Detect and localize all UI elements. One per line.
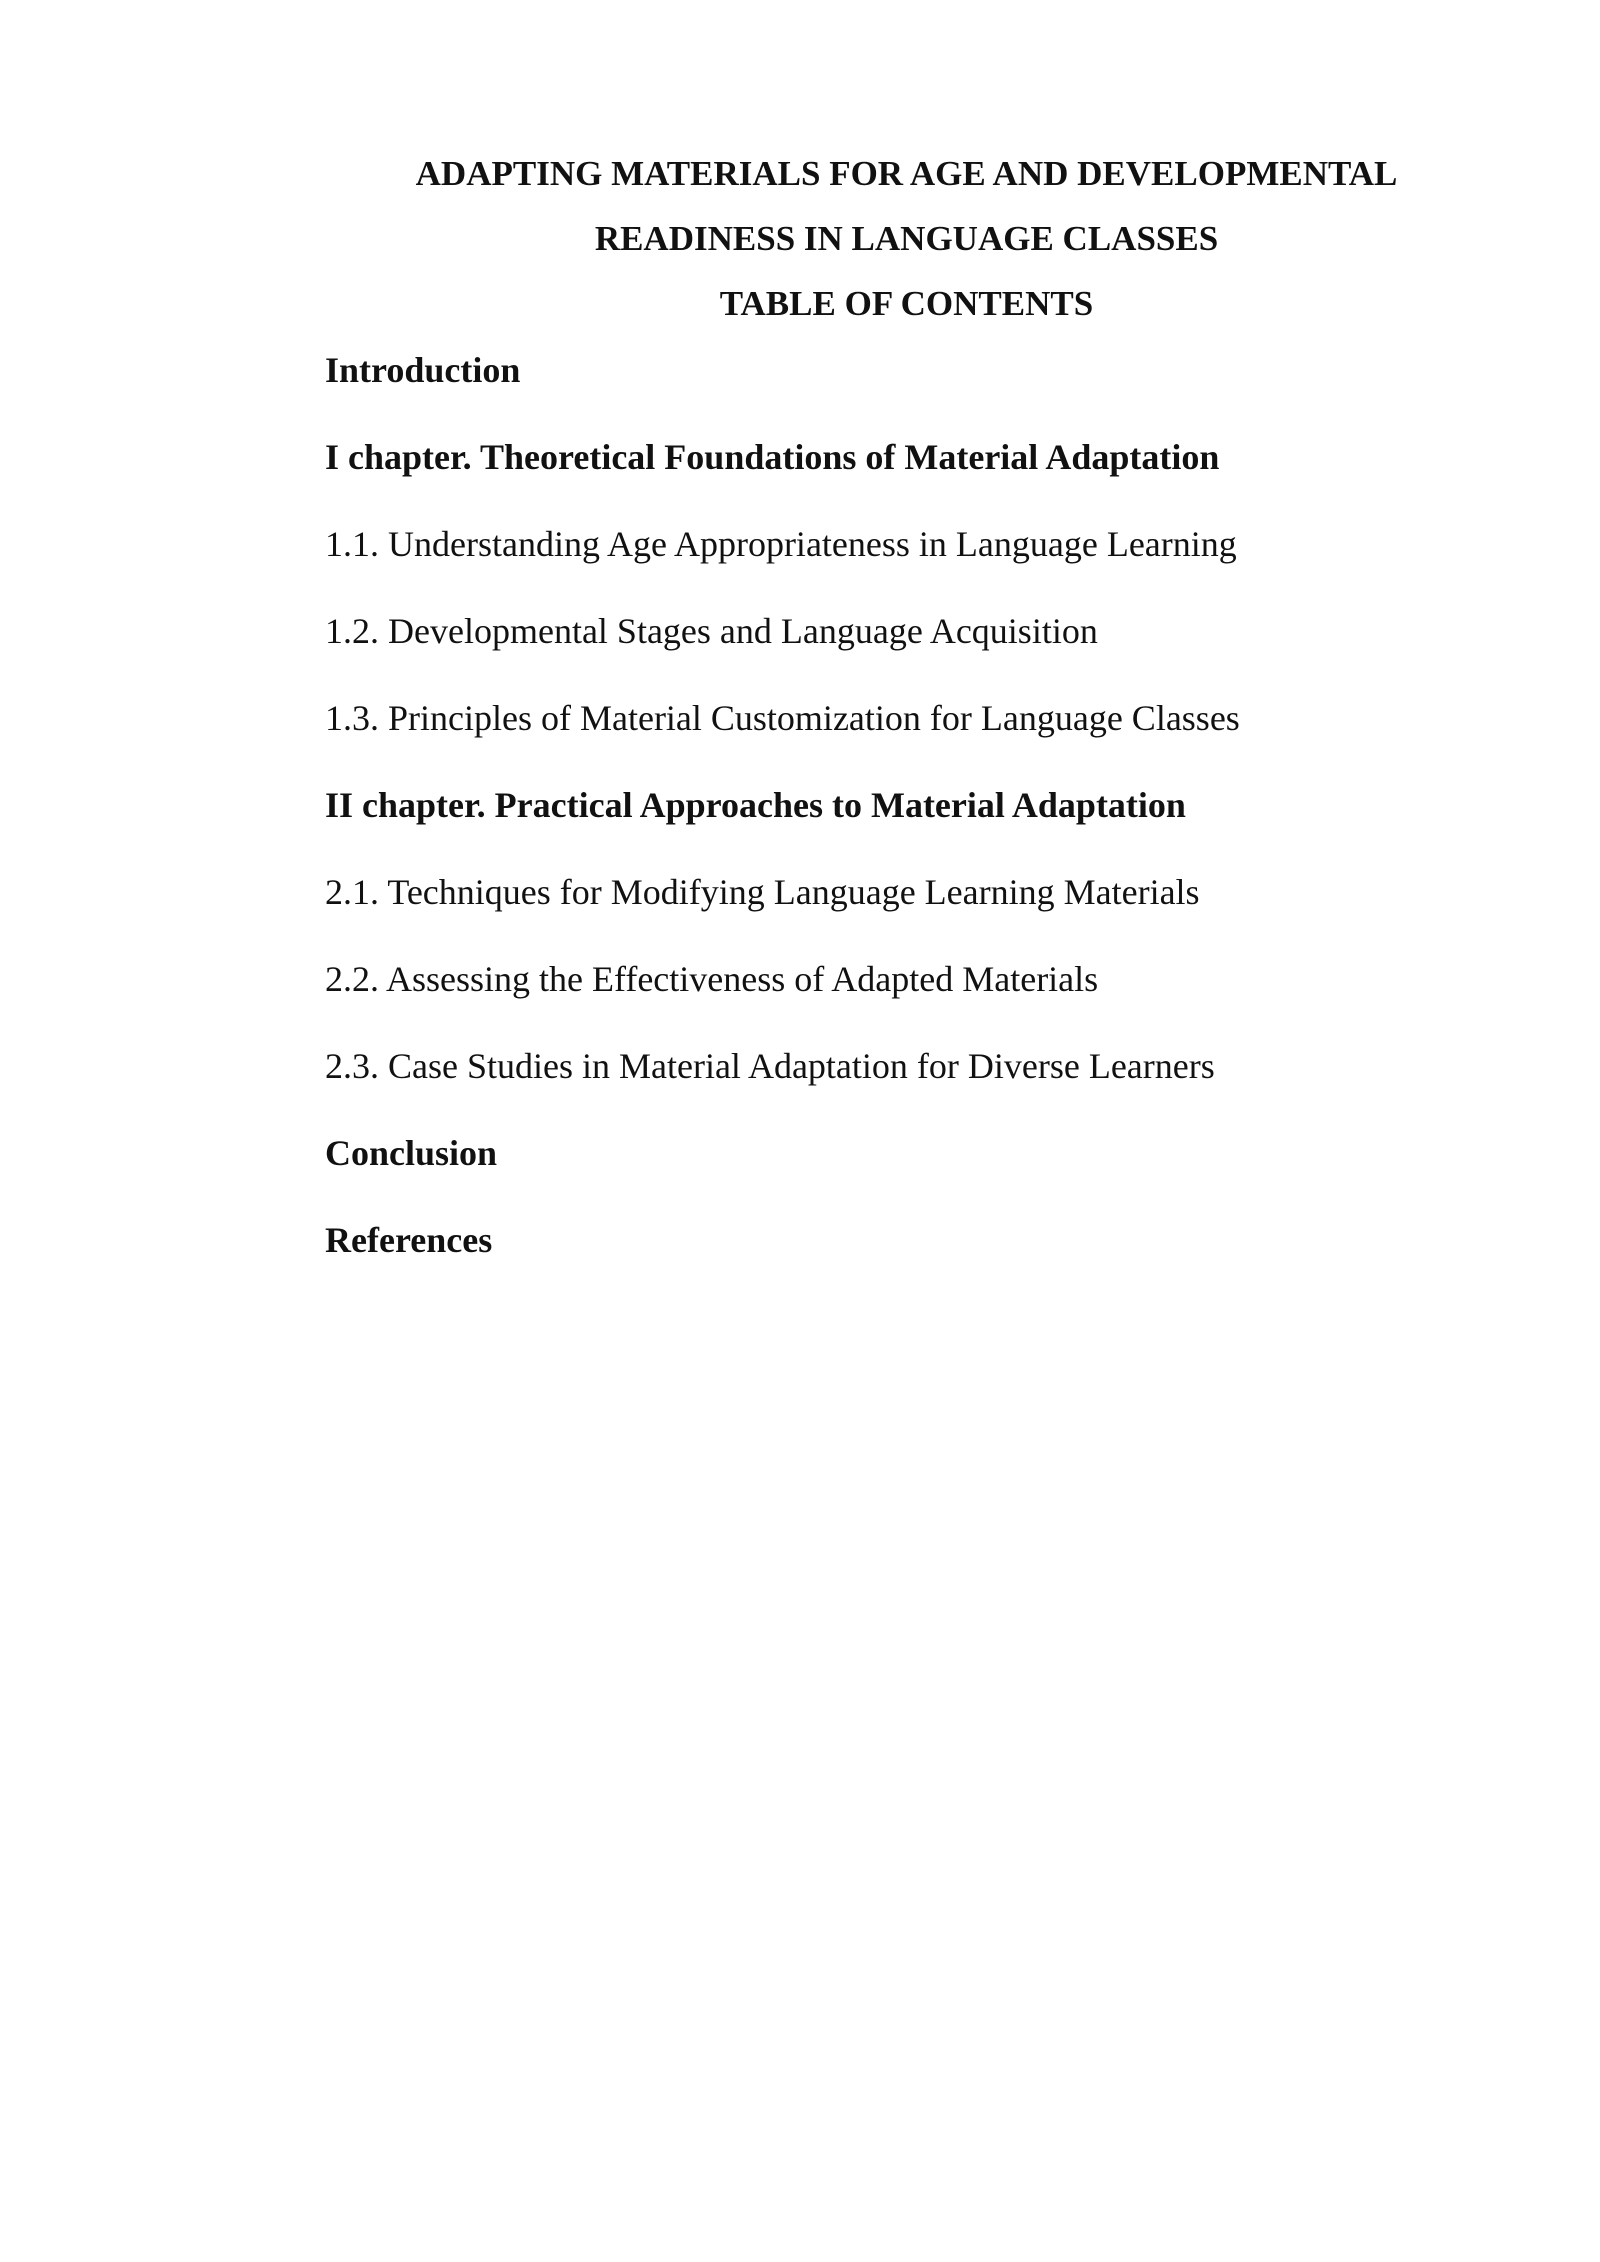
toc-item-introduction: Introduction [325,350,521,390]
toc-item-2-1: 2.1. Techniques for Modifying Language Learning Materials [325,872,1200,912]
table-of-contents [325,344,1485,1301]
toc-item-conclusion: Conclusion [325,1133,498,1173]
toc-item-chapter-1: I chapter. Theoretical Foundations of Material Adaptation [325,437,1220,477]
toc-item-2-2: 2.2. Assessing the Effectiveness of Adapted Materials [325,959,1099,999]
document-title-line-2: READINESS IN LANGUAGE CLASSES [594,219,1219,258]
toc-item-references: References [325,1220,493,1260]
toc-item-2-3: 2.3. Case Studies in Material Adaptation for Diverse Learners [325,1046,1215,1086]
toc-heading: TABLE OF CONTENTS [719,284,1094,323]
document-title-line-1: ADAPTING MATERIALS FOR AGE AND DEVELOPMENTAL [415,154,1398,193]
toc-item-chapter-2: II chapter. Practical Approaches to Material Adaptation [325,785,1186,825]
toc-item-1-1: 1.1. Understanding Age Appropriateness in Language Learning [325,524,1237,564]
toc-item-1-2: 1.2. Developmental Stages and Language Acquisition [325,611,1098,651]
toc-item-1-3: 1.3. Principles of Material Customization for Language Classes [325,698,1240,738]
